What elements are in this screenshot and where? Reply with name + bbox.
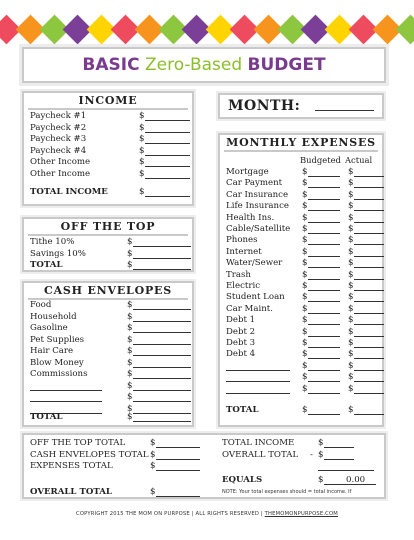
- website-link[interactable]: THEMOMONPURPOSE.COM: [264, 511, 338, 517]
- off-the-top-total-row: [30, 260, 186, 271]
- currency-sign: $: [302, 281, 308, 291]
- currency-sign: $: [302, 224, 308, 234]
- amount-input-line[interactable]: [133, 367, 191, 368]
- currency-sign: $: [302, 246, 308, 257]
- income-row: [30, 169, 186, 180]
- row-label: EXPENSES TOTAL: [30, 461, 113, 471]
- amount-input-line[interactable]: [324, 459, 354, 460]
- currency-sign: $: [127, 380, 133, 391]
- currency-sign: $: [348, 212, 354, 223]
- currency-sign: $: [139, 134, 145, 144]
- row-label: TOTAL: [30, 260, 63, 270]
- amount-input-line[interactable]: [308, 358, 340, 359]
- amount-input-line[interactable]: [308, 244, 340, 245]
- income-section: [22, 91, 194, 206]
- col-actual-header: Actual: [345, 155, 373, 165]
- title-zero-based: Zero-Based: [144, 55, 243, 75]
- row-label: Debt 4: [226, 349, 256, 360]
- currency-sign: $: [302, 372, 308, 383]
- row-label: Mortgage: [226, 167, 269, 177]
- cash-envelopes-title: CASH ENVELOPES: [28, 283, 188, 300]
- currency-sign: $: [302, 235, 308, 246]
- currency-sign: $: [139, 168, 145, 179]
- amount-input-line[interactable]: [308, 222, 340, 223]
- blank-label-line[interactable]: [30, 390, 102, 391]
- cash-envelope-row: [30, 312, 186, 323]
- row-label: Health Ins.: [226, 212, 275, 223]
- currency-sign: $: [302, 258, 308, 269]
- amount-input-line[interactable]: [133, 332, 191, 333]
- amount-input-line[interactable]: [354, 199, 384, 200]
- expense-row: [226, 178, 376, 189]
- currency-sign: $: [127, 248, 133, 259]
- expense-row: [226, 258, 376, 269]
- row-label: TOTAL: [226, 405, 259, 415]
- amount-input-line[interactable]: [354, 244, 384, 245]
- summary-total-income-row: [222, 438, 382, 449]
- currency-sign: $: [150, 438, 156, 448]
- amount-input-line[interactable]: [308, 414, 340, 415]
- amount-input-line[interactable]: [354, 324, 384, 325]
- cash-envelope-row: [30, 323, 186, 334]
- currency-sign: $: [139, 157, 145, 167]
- currency-sign: $: [127, 369, 133, 379]
- row-label: Other Income: [30, 157, 91, 167]
- amount-input-line[interactable]: [308, 267, 340, 268]
- row-label: Electric: [226, 281, 261, 291]
- currency-sign: $: [127, 392, 133, 402]
- expense-row: [226, 270, 376, 281]
- row-label: CASH ENVELOPES TOTAL: [30, 449, 149, 460]
- row-label: Paycheck #4: [30, 145, 87, 156]
- currency-sign: $: [139, 145, 145, 156]
- currency-sign: $: [348, 269, 354, 280]
- cash-envelopes-section: [22, 281, 194, 427]
- currency-sign: $: [302, 360, 308, 371]
- currency-sign: $: [318, 475, 324, 485]
- blank-label-line[interactable]: [226, 370, 290, 371]
- decorative-diamond-border: [0, 14, 414, 48]
- amount-input-line[interactable]: [308, 256, 340, 257]
- cash-envelope-blank-row: [30, 392, 186, 403]
- currency-sign: $: [348, 178, 354, 189]
- expense-row: [226, 213, 376, 224]
- row-label: Trash: [226, 269, 251, 280]
- off-the-top-title: OFF THE TOP: [28, 219, 188, 236]
- expense-row: [226, 315, 376, 326]
- currency-sign: $: [127, 300, 133, 310]
- expense-row: [226, 304, 376, 315]
- currency-sign: $: [348, 258, 354, 269]
- amount-input-line[interactable]: [145, 196, 190, 197]
- amount-input-line[interactable]: [354, 176, 384, 177]
- income-row: [30, 134, 186, 145]
- title-budget: BUDGET: [247, 55, 326, 75]
- income-row: [30, 157, 186, 168]
- amount-input-line[interactable]: [156, 496, 200, 497]
- amount-input-line[interactable]: [156, 470, 200, 471]
- amount-input-line[interactable]: [308, 324, 340, 325]
- row-label: Pet Supplies: [30, 334, 85, 345]
- expense-row: [226, 201, 376, 212]
- amount-input-line[interactable]: [354, 301, 384, 302]
- amount-input-line[interactable]: [133, 390, 191, 391]
- summary-equals-row: [222, 475, 382, 486]
- amount-input-line[interactable]: [133, 246, 191, 247]
- currency-sign: $: [348, 235, 354, 246]
- summary-note: NOTE: Your total expenses should = total income. If: [222, 489, 352, 495]
- currency-sign: $: [348, 338, 354, 348]
- row-label: Tithe 10%: [30, 237, 75, 247]
- cash-envelope-row: [30, 358, 186, 369]
- income-total-row: [30, 187, 186, 198]
- amount-input-line[interactable]: [308, 313, 340, 314]
- row-label: TOTAL INCOME: [30, 187, 108, 197]
- row-label: Car Payment: [226, 178, 283, 189]
- amount-input-line[interactable]: [354, 313, 384, 314]
- amount-input-line[interactable]: [308, 199, 340, 200]
- amount-input-line[interactable]: [133, 401, 191, 402]
- blank-label-line[interactable]: [30, 401, 102, 402]
- amount-input-line[interactable]: [354, 279, 384, 280]
- currency-sign: $: [318, 449, 324, 460]
- amount-input-line[interactable]: [133, 378, 191, 379]
- amount-input-line[interactable]: [308, 187, 340, 188]
- row-label: Debt 1: [226, 315, 256, 326]
- cash-envelopes-total-row: [30, 412, 186, 423]
- amount-input-line[interactable]: [324, 447, 354, 448]
- amount-input-line[interactable]: [354, 222, 384, 223]
- currency-sign: $: [302, 189, 308, 200]
- currency-sign: $: [139, 187, 145, 197]
- currency-sign: $: [127, 346, 133, 356]
- summary-overall-row: [30, 487, 210, 498]
- summary-separator-row: [222, 461, 382, 472]
- amount-input-line[interactable]: [156, 459, 200, 460]
- cash-envelope-row: [30, 335, 186, 346]
- amount-input-line[interactable]: [308, 381, 340, 382]
- currency-sign: $: [302, 269, 308, 280]
- amount-input-line[interactable]: [145, 155, 190, 156]
- currency-sign: $: [302, 212, 308, 223]
- currency-sign: $: [127, 311, 133, 322]
- minus-sign: -: [310, 449, 313, 460]
- expense-row: [226, 349, 376, 360]
- currency-sign: $: [139, 111, 145, 121]
- amount-input-line[interactable]: [354, 233, 384, 234]
- row-label: Food: [30, 300, 52, 310]
- currency-sign: $: [150, 449, 156, 460]
- monthly-expenses-section: [218, 133, 384, 427]
- currency-sign: $: [127, 260, 133, 270]
- copyright-footer: [0, 511, 414, 517]
- row-label: Debt 2: [226, 326, 256, 337]
- currency-sign: $: [139, 122, 145, 133]
- amount-input-line[interactable]: [354, 414, 384, 415]
- row-label: TOTAL INCOME: [222, 438, 295, 448]
- currency-sign: $: [348, 303, 354, 314]
- off-the-top-section: [22, 217, 194, 272]
- amount-input-line[interactable]: [145, 132, 190, 133]
- currency-sign: $: [348, 281, 354, 291]
- currency-sign: $: [302, 383, 308, 394]
- amount-input-line[interactable]: [133, 309, 191, 310]
- income-row: [30, 123, 186, 134]
- currency-sign: $: [348, 189, 354, 200]
- row-label: Savings 10%: [30, 248, 86, 259]
- currency-sign: $: [348, 167, 354, 177]
- amount-input-line[interactable]: [354, 187, 384, 188]
- row-label: OVERALL TOTAL: [222, 449, 299, 460]
- row-label: Commissions: [30, 369, 88, 379]
- amount-input-line[interactable]: [354, 381, 384, 382]
- expense-row: [226, 281, 376, 292]
- off-the-top-row: [30, 237, 186, 248]
- expense-row: [226, 167, 376, 178]
- amount-input-line[interactable]: [354, 358, 384, 359]
- row-label: EQUALS: [222, 475, 263, 485]
- cash-envelope-blank-row: [30, 381, 186, 392]
- row-label: Water/Sewer: [226, 258, 283, 269]
- amount-input-line[interactable]: [354, 347, 384, 348]
- month-field: [218, 93, 384, 119]
- amount-input-line[interactable]: [354, 290, 384, 291]
- row-label: Blow Money: [30, 357, 84, 368]
- currency-sign: $: [302, 349, 308, 360]
- amount-input-line[interactable]: [133, 258, 191, 259]
- blank-label-line[interactable]: [226, 381, 290, 382]
- row-label: Life Insurance: [226, 201, 289, 212]
- row-label: Cable/Satellite: [226, 224, 291, 234]
- expense-row: [226, 327, 376, 338]
- amount-input-line[interactable]: [308, 393, 340, 394]
- row-label: Paycheck #3: [30, 134, 87, 144]
- amount-input-line[interactable]: [354, 370, 384, 371]
- amount-input-line[interactable]: [156, 447, 200, 448]
- blank-label-line[interactable]: [226, 393, 290, 394]
- expense-row: [226, 224, 376, 235]
- row-label: Paycheck #1: [30, 111, 87, 121]
- expense-blank-row: [226, 372, 376, 383]
- cash-envelope-row: [30, 369, 186, 380]
- row-label: Phones: [226, 235, 258, 246]
- row-label: OFF THE TOP TOTAL: [30, 438, 126, 448]
- amount-input-line[interactable]: [133, 321, 191, 322]
- expense-row: [226, 190, 376, 201]
- amount-input-line[interactable]: [308, 290, 340, 291]
- currency-sign: $: [348, 405, 354, 415]
- cash-envelope-row: [30, 346, 186, 357]
- page-title-banner: [22, 47, 386, 83]
- diamond-ornament: [396, 15, 414, 45]
- row-label: Car Insurance: [226, 189, 289, 200]
- income-row: [30, 111, 186, 122]
- row-label: OVERALL TOTAL: [30, 487, 112, 497]
- currency-sign: $: [348, 224, 354, 234]
- row-label: Debt 3: [226, 338, 256, 348]
- cash-envelope-row: [30, 300, 186, 311]
- amount-input-line[interactable]: [308, 301, 340, 302]
- currency-sign: $: [348, 246, 354, 257]
- currency-sign: $: [348, 201, 354, 212]
- currency-sign: $: [150, 461, 156, 471]
- currency-sign: $: [348, 372, 354, 383]
- page-title: [82, 55, 325, 75]
- currency-sign: $: [348, 326, 354, 337]
- month-input-line[interactable]: [315, 110, 374, 111]
- month-label: MONTH:: [228, 98, 301, 114]
- currency-sign: $: [302, 167, 308, 177]
- currency-sign: $: [348, 292, 354, 303]
- amount-input-line[interactable]: [308, 176, 340, 177]
- amount-input-line[interactable]: [133, 269, 191, 270]
- expense-blank-row: [226, 384, 376, 395]
- summary-row: [30, 438, 210, 449]
- title-basic: BASIC: [82, 55, 140, 75]
- amount-input-line[interactable]: [308, 279, 340, 280]
- amount-input-line[interactable]: [133, 344, 191, 345]
- expense-row: [226, 292, 376, 303]
- separator-line: [318, 470, 374, 471]
- summary-overall-total-row: [222, 450, 382, 461]
- row-label: Other Income: [30, 168, 91, 179]
- expense-row: [226, 235, 376, 246]
- currency-sign: $: [348, 349, 354, 360]
- expenses-total-row: [226, 405, 376, 416]
- amount-input-line[interactable]: [308, 233, 340, 234]
- amount-input-line[interactable]: [308, 210, 340, 211]
- amount-input-line[interactable]: [145, 143, 190, 144]
- amount-input-line[interactable]: [308, 336, 340, 337]
- off-the-top-row: [30, 249, 186, 260]
- amount-input-line[interactable]: [308, 370, 340, 371]
- currency-sign: $: [150, 487, 156, 497]
- row-label: Gasoline: [30, 323, 68, 333]
- amount-input-line[interactable]: [354, 336, 384, 337]
- income-row: [30, 146, 186, 157]
- expense-row: [226, 338, 376, 349]
- row-label: TOTAL: [30, 412, 63, 422]
- currency-sign: $: [348, 383, 354, 394]
- currency-sign: $: [302, 201, 308, 212]
- row-label: Internet: [226, 246, 262, 257]
- expense-blank-row: [226, 361, 376, 372]
- amount-input-line[interactable]: [354, 210, 384, 211]
- copyright-text: COPYRIGHT 2015 THE MOM ON PURPOSE | ALL RIGHTS RESERVED |: [76, 511, 265, 517]
- amount-input-line[interactable]: [354, 393, 384, 394]
- row-label: Student Loan: [226, 292, 285, 303]
- currency-sign: $: [302, 338, 308, 348]
- currency-sign: $: [348, 360, 354, 371]
- amount-input-line[interactable]: [145, 178, 190, 179]
- amount-input-line[interactable]: [354, 267, 384, 268]
- summary-row: [30, 450, 210, 461]
- row-label: Paycheck #2: [30, 122, 87, 133]
- currency-sign: $: [318, 438, 324, 448]
- amount-input-line[interactable]: [145, 166, 190, 167]
- currency-sign: $: [302, 315, 308, 326]
- row-label: Hair Care: [30, 346, 74, 356]
- monthly-expenses-title: MONTHLY EXPENSES: [224, 135, 378, 152]
- currency-sign: $: [127, 357, 133, 368]
- row-label: Household: [30, 311, 77, 322]
- currency-sign: $: [302, 178, 308, 189]
- amount-input-line[interactable]: [308, 347, 340, 348]
- currency-sign: $: [348, 315, 354, 326]
- currency-sign: $: [127, 403, 133, 414]
- currency-sign: $: [127, 412, 133, 422]
- currency-sign: $: [127, 237, 133, 247]
- currency-sign: $: [127, 334, 133, 345]
- summary-section: [22, 433, 386, 499]
- row-label: Car Maint.: [226, 303, 273, 314]
- expense-row: [226, 247, 376, 258]
- amount-input-line[interactable]: [145, 120, 190, 121]
- amount-input-line[interactable]: [354, 256, 384, 257]
- currency-sign: $: [302, 405, 308, 415]
- currency-sign: $: [127, 323, 133, 333]
- currency-sign: $: [302, 292, 308, 303]
- currency-sign: $: [302, 303, 308, 314]
- currency-sign: $: [302, 326, 308, 337]
- amount-input-line[interactable]: [133, 355, 191, 356]
- equals-value: 0.00: [346, 475, 366, 485]
- income-title: INCOME: [28, 93, 188, 110]
- amount-input-line[interactable]: [133, 421, 191, 422]
- summary-row: [30, 461, 210, 472]
- col-budgeted-header: Budgeted: [300, 155, 341, 165]
